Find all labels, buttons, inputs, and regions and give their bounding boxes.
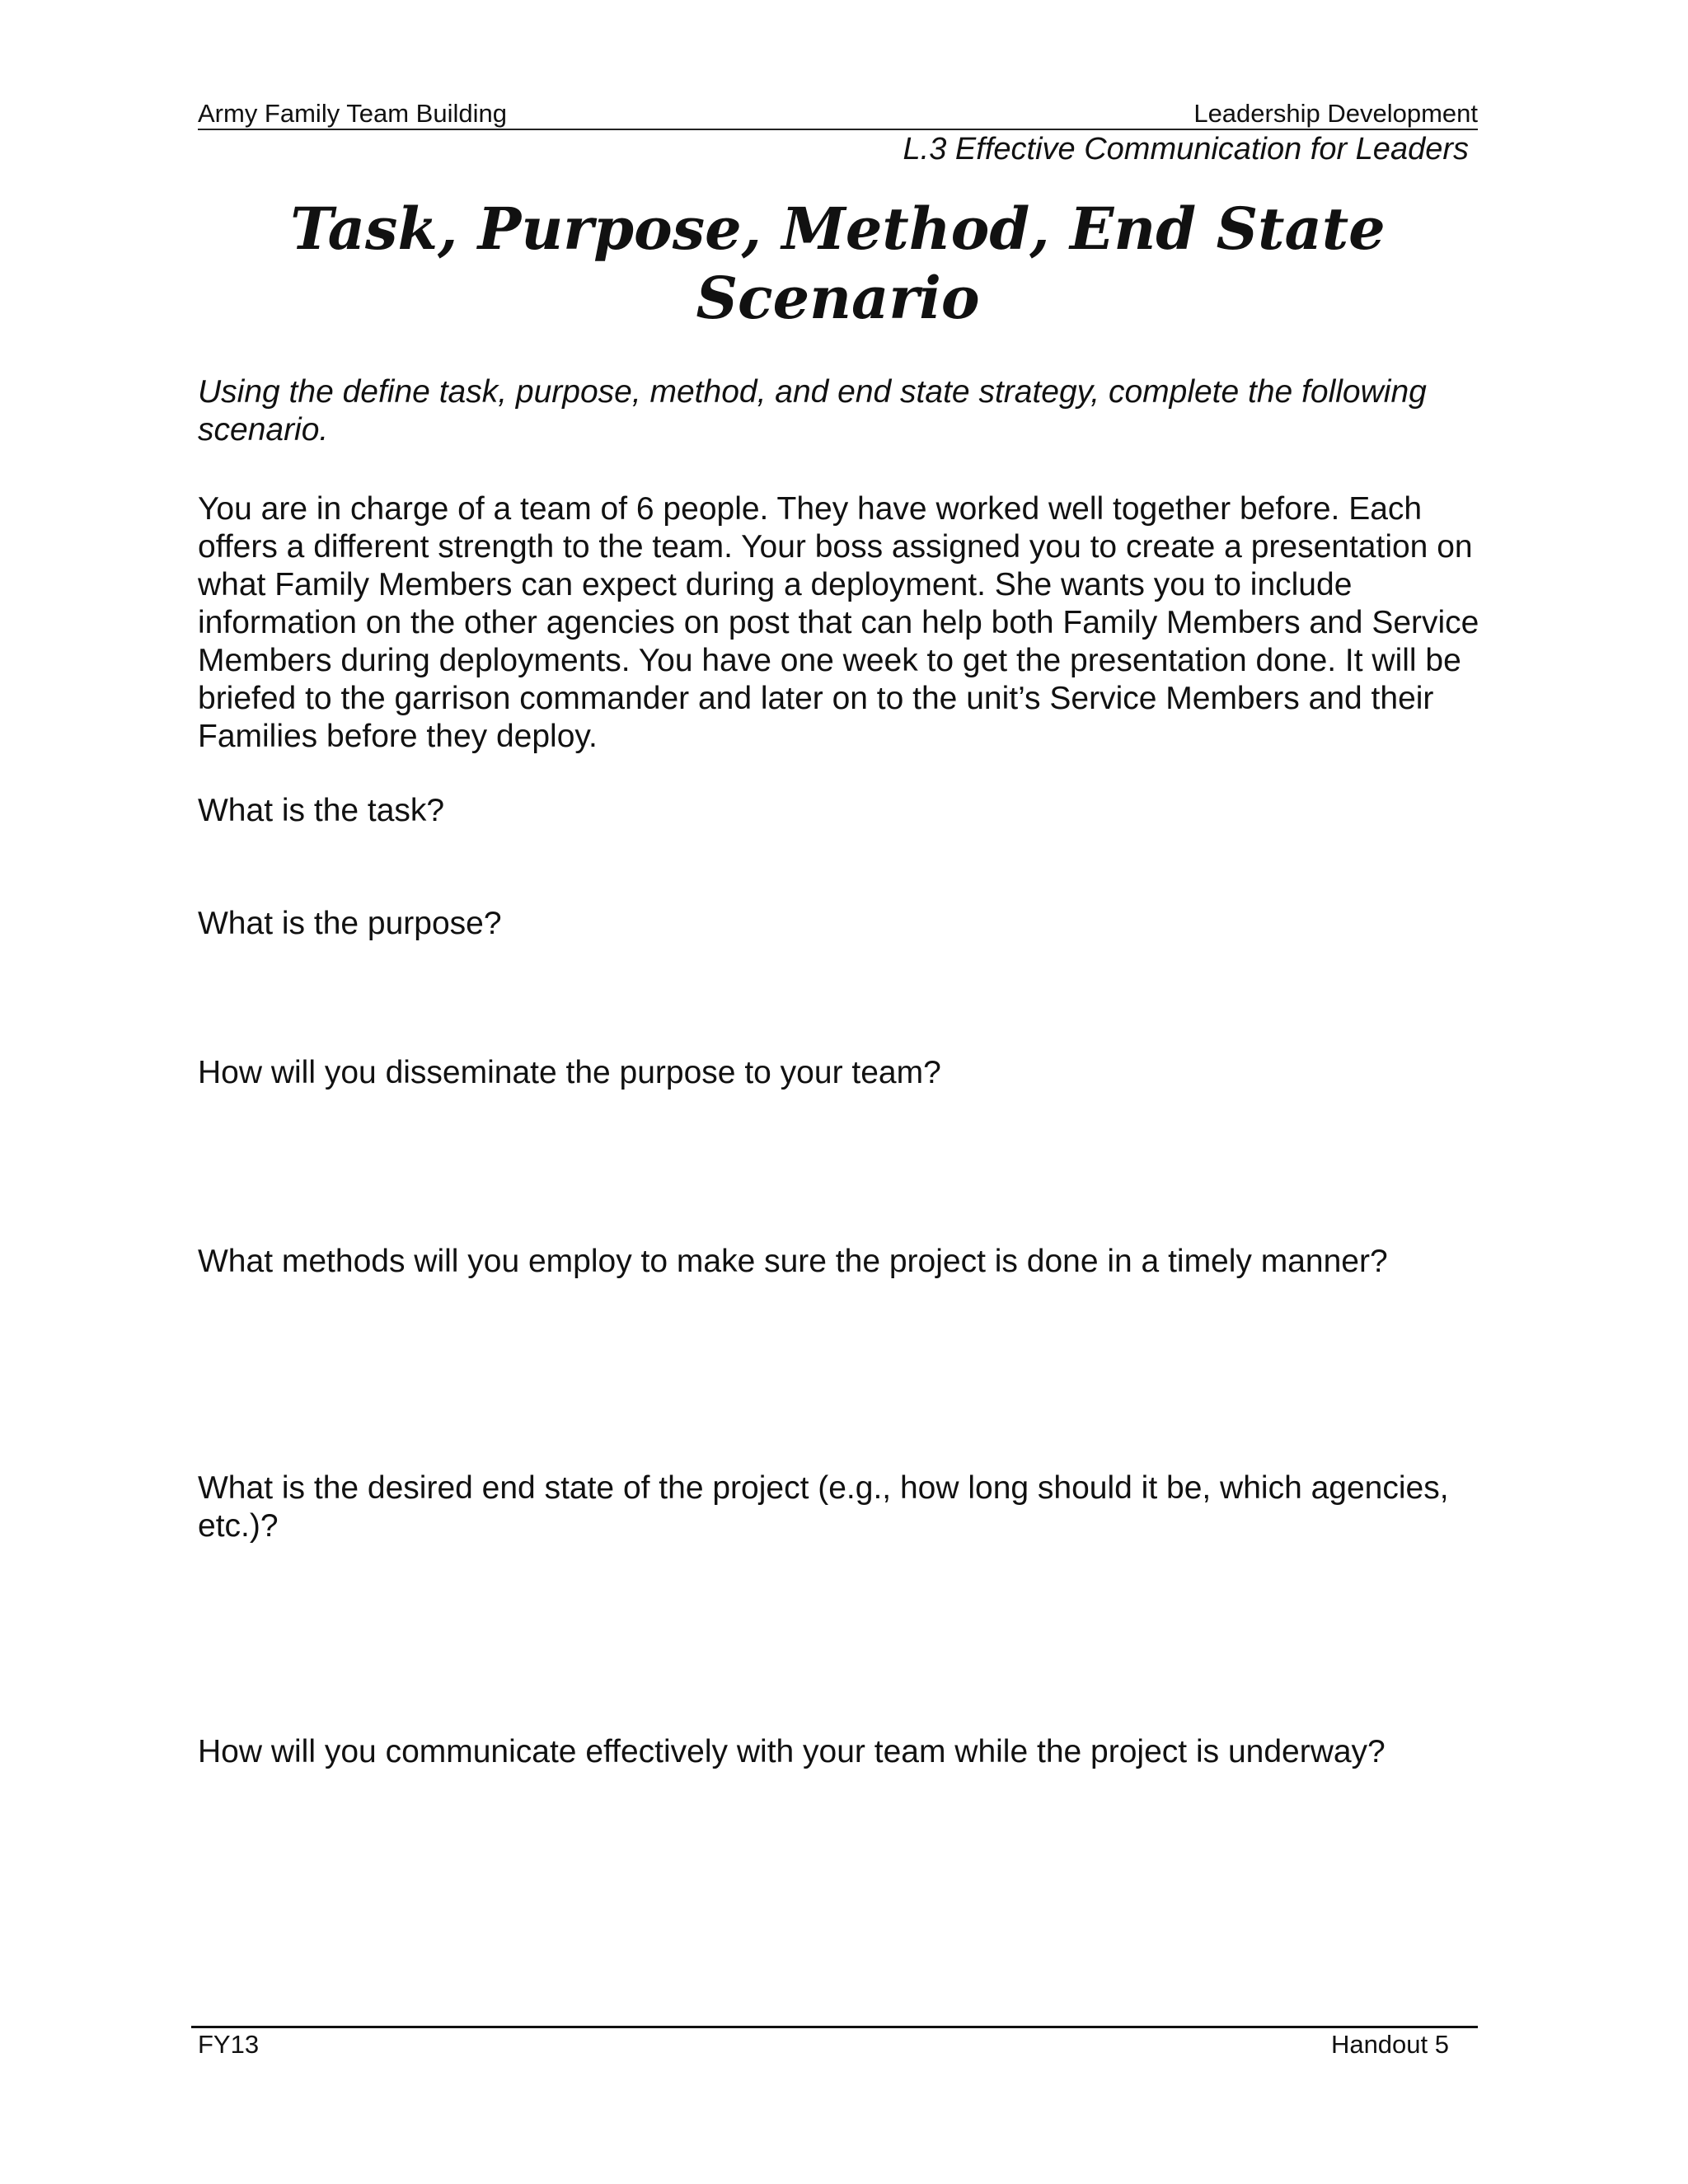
page-title bbox=[198, 194, 1478, 333]
instructions-text: Using the define task, purpose, method, and end state strategy, complete the following scenario. bbox=[198, 374, 1427, 448]
question-end-state: What is the desired end state of the project (e.g., how long should it be, which agencies, etc.)? bbox=[198, 1470, 1449, 1544]
footer-handout-number: Handout 5 bbox=[1330, 2030, 1449, 2059]
question-communicate: How will you communicate effectively with your team while the project is underway? bbox=[198, 1734, 1386, 1769]
question-methods: What methods will you employ to make sure the project is done in a timely manner? bbox=[198, 1244, 1388, 1279]
title-line-2: Scenario bbox=[696, 264, 980, 332]
footer-fiscal-year: FY13 bbox=[198, 2030, 260, 2059]
header-program-name: Army Family Team Building bbox=[198, 99, 507, 128]
title-line-1: Task, Purpose, Method, End State bbox=[290, 194, 1386, 263]
footer-divider bbox=[191, 2026, 1478, 2028]
lesson-subtitle: L.3 Effective Communication for Leaders bbox=[903, 132, 1469, 166]
page-header bbox=[198, 99, 1478, 130]
scenario-paragraph: You are in charge of a team of 6 people. They have worked well together before. Each offers a different strength to the team. Your boss assigned you to create a presentation on what Family Members can expect during a deployment. She wants you to include information on the other agencies on post that can help both Family Members and Service Members during deployments. You have one week to get the presentation done. It will be briefed to the garrison commander and later on to the unit’s Service Members and their Families before they deploy. bbox=[198, 491, 1479, 754]
header-section-name: Leadership Development bbox=[1193, 99, 1478, 128]
question-task: What is the task? bbox=[198, 793, 445, 828]
question-purpose: What is the purpose? bbox=[198, 906, 502, 941]
question-disseminate: How will you disseminate the purpose to your team? bbox=[198, 1055, 941, 1090]
